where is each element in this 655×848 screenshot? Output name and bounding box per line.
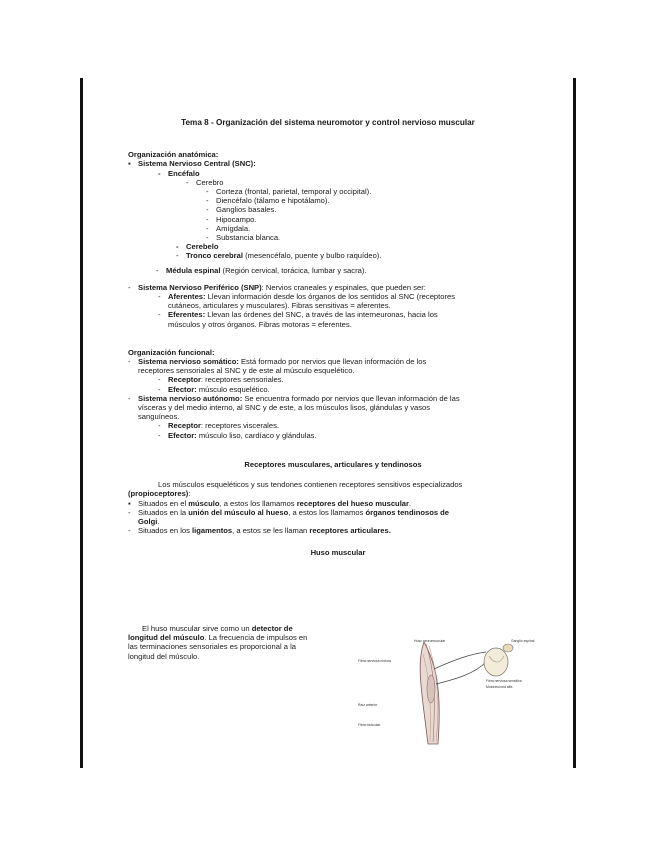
spindle-capsule (427, 675, 435, 703)
sensory-nerve (434, 652, 486, 669)
aferentes-cont: cutáneos, articulares y musculares). Fibras sensitivas = aferentes. (168, 301, 391, 311)
rec-item-musculo: ▪ Situados en el músculo, a estos los llamamos receptores del hueso muscular. (128, 498, 412, 508)
cerebro-subitem: - Diencéfalo (tálamo e hipotálamo). (206, 196, 330, 206)
eferentes-item: - Eferentes: Llevan las órdenes del SNC, a través de las interneuronas, hacia los (158, 310, 438, 320)
diagram-label-4: Motoneurona alfa (486, 685, 513, 689)
somatico-efector: - Efector: músculo esquelético. (158, 384, 270, 394)
autonomo-item: - Sistema nervioso autónomo: Se encuentra formado por nervios que llevan información de las (128, 393, 460, 403)
snp-item: - Sistema Nervioso Periférico (SNP): Nervios craneales y espinales, que pueden ser: (128, 282, 426, 292)
page-edge-right (573, 78, 576, 768)
rec-item-ligamentos: - Situados en los ligamentos, a estos se les llaman receptores articulares. (128, 526, 391, 536)
autonomo-cont: vísceras y del medio interno, al SNC y de este, a los músculos lisos, glándulas y vasos (138, 403, 431, 413)
huso-heading: Huso muscular (310, 548, 366, 558)
cerebro-subitem: - Substancia blanca. (206, 233, 281, 243)
rec-paragraph: Los músculos esqueléticos y sus tendones contienen receptores sensitivos especializados (158, 480, 463, 490)
spinal-ganglion (503, 644, 513, 652)
muscle-spindle-diagram (356, 634, 536, 749)
cerebro-item: - Cerebro (186, 177, 224, 187)
anat-heading: Organización anatómica: (128, 150, 219, 160)
cerebelo-item: - Cerebelo (176, 242, 219, 252)
cerebro-list (128, 187, 538, 242)
cerebro-subitem: - Ganglios basales. (206, 205, 277, 215)
rec-item-union-cont: Golgi. (138, 516, 160, 526)
medula-item: - Médula espinal (Región cervical, torácica, lumbar y sacra). (156, 265, 367, 275)
autonomo-receptor: - Receptor: receptores viscerales. (158, 421, 279, 431)
receptores-heading: Receptores musculares, articulares y tendinosos (244, 459, 422, 469)
diagram-label-1: Ganglio espinal (511, 639, 535, 643)
cerebro-subitem: - Hipocampo. (206, 214, 257, 224)
rec-item-union: - Situados en la unión del músculo al hueso, a estos los llamamos órganos tendinosos de (128, 507, 450, 517)
autonomo-efector: - Efector: músculo liso, cardíaco y glándulas. (158, 430, 317, 440)
snc-item: ▪ Sistema Nervioso Central (SNC): (128, 159, 256, 169)
somatico-receptor: - Receptor: receptores sensoriales. (158, 375, 284, 385)
eferentes-cont: músculos y otros órganos. Fibras motoras = eferentes. (168, 319, 352, 329)
cerebro-subitem: - Amígdala. (206, 223, 251, 233)
func-heading: Organización funcional: (128, 347, 215, 357)
tronco-item: - Tronco cerebral (mesencéfalo, puente y bulbo raquídeo). (176, 251, 382, 261)
aferentes-item: - Aferentes: Llevan información desde los órganos de los sentidos al SNC (receptores (158, 292, 456, 302)
encefalo-item: - Encéfalo (158, 168, 200, 178)
rec-paragraph-cont: (propioceptores): (128, 489, 191, 499)
page-title: Tema 8 - Organización del sistema neuromotor y control nervioso muscular (181, 118, 475, 127)
somatico-item: - Sistema nervioso somático: Está formado por nervios que llevan información de los (128, 357, 427, 367)
document-page (128, 118, 538, 727)
motor-nerve (436, 662, 486, 684)
diagram-label-6: Fibra muscular (358, 723, 381, 727)
huso-text: El huso muscular sirve como un detector de longitud del músculo. La frecuencia de impulsos en las terminaciones sensoriales es proporcional a la longitud del músculo. (128, 624, 308, 661)
cerebro-subitem: - Corteza (frontal, parietal, temporal y occipital). (206, 187, 372, 197)
diagram-label-3: Fibra nerviosa sensitiva (486, 679, 522, 683)
autonomo-cont2: sanguíneos. (138, 412, 180, 422)
diagram-label-5: Raíz anterior (358, 703, 378, 707)
somatico-cont: receptores sensoriales al SNC y de este al músculo esquelético. (138, 366, 355, 376)
diagram-label-2: Fibra nerviosa motora (358, 659, 391, 663)
page-edge-left (80, 78, 83, 768)
diagram-label-0: Huso neuromuscular (414, 639, 446, 643)
